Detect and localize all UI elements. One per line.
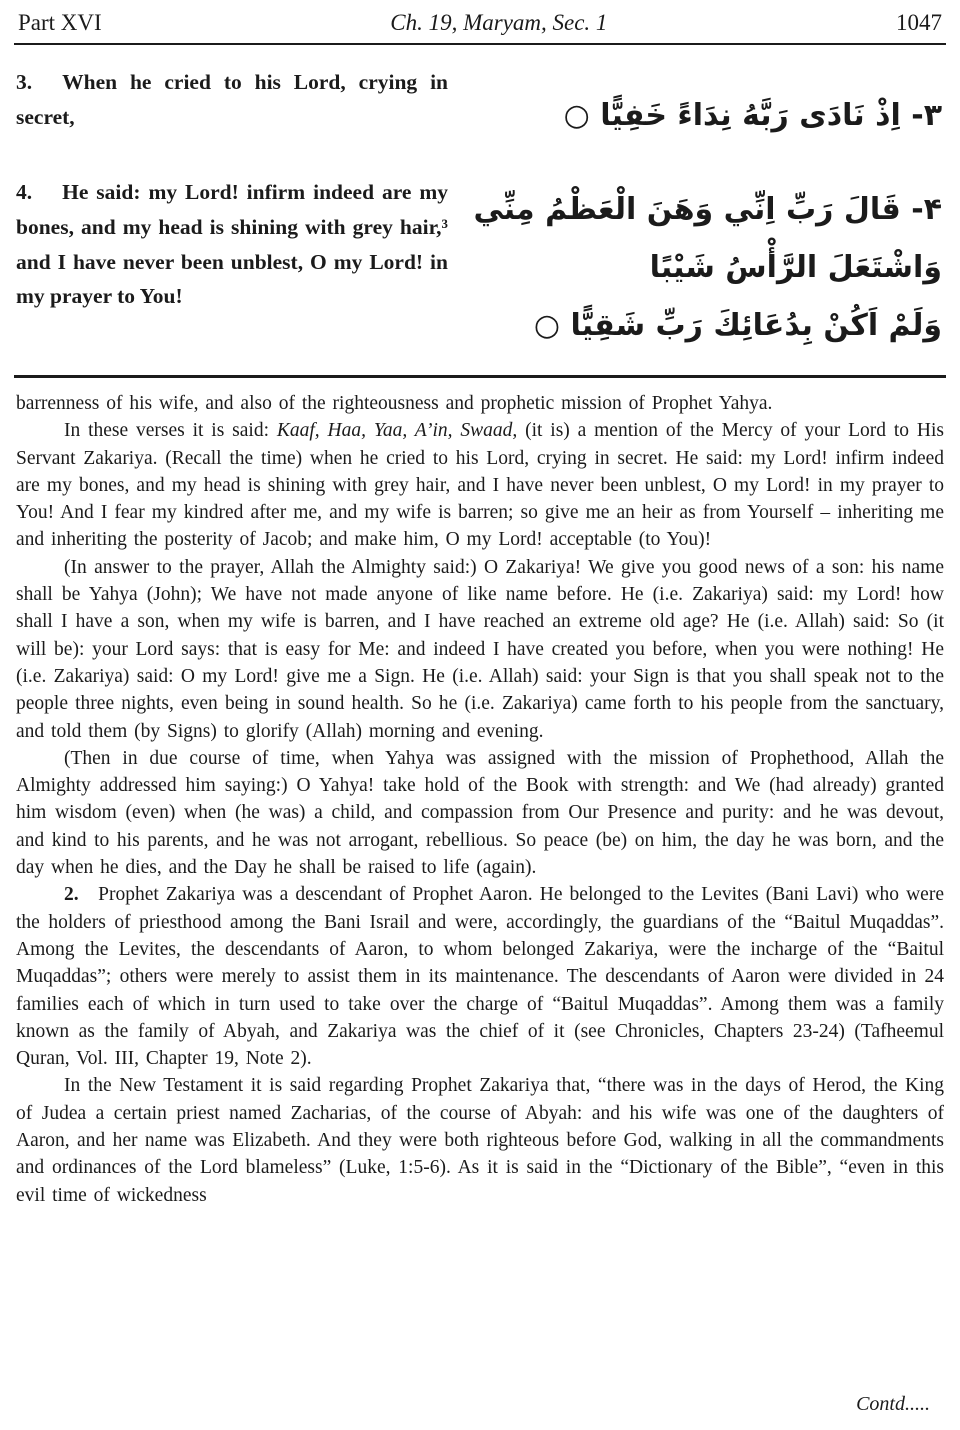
part-label: Part XVI [18,10,102,35]
verse-4-text: He said: my Lord! infirm indeed are my bones, and my head is shining with grey hair,³ and I have never been unblest, O my Lord! in my prayer to You! [16,180,448,309]
text-run: Prophet Zakariya was a descendant of Prophet Aaron. He belonged to the Levites (Bani Lavi) who were the holders of priesthood among the Bani Israil and were, accordingly, the guardians of the “Baitul Muqaddas”. Among the Levites, the descendants of Aaron, to whom belonged Zakariya, were the incharge of the “Baitul Muqaddas”; others were merely to assist them in its maintenance. The descendants of Aaron were divided in 24 families each of which in turn used to take over the charge of “Baitul Muqaddas”. Among them was a family known as the family of Abyah, and Zakariya was the chief of it (see Chronicles, Chapters 23-24) (Tafheemul Quran, Vol. III, Chapter 19, Note 2). [16,884,944,1070]
text-run: In the New Testament it is said regarding Prophet Zakariya that, “there was in the days of Herod, the King of Judea a certain priest named Zacharias, of the course of Abyah: and his wife was one of the daughters of Aaron, and her name was Elizabeth. And they were both righteous before God, walking in all the commandments and ordinances of the Lord blameless” (Luke, 1:5-6). As it is said in the “Dictionary of the Bible”, “even in this evil time of wickedness [16,1075,944,1206]
verse-3-text: When he cried to his Lord, crying in secret, [16,70,448,129]
page-number: 1047 [896,10,942,35]
commentary-paragraph [16,554,944,745]
text-run: (Then in due course of time, when Yahya was assigned with the mission of Prophethood, Allah the Almighty addressed him saying:) O Yahya! take hold of the Book with strength: and We (had already) granted him wisdom (even) when (he was) a child, and compassion from Our Presence and purity: and he was devout, and kind to his parents, and he was not arrogant, rebellious. So peace (be) on him, the day he was born, and the day when he dies, and the Day he shall be raised to life (again). [16,747,944,879]
text-run: barrenness of his wife, and also of the righteousness and prophetic mission of Prophet Yahya. [16,393,773,414]
text-run: (it is) a mention of the Mercy of your Lord to His Servant Zakariya. (Recall the time) when he cried to his Lord, crying in secret. He said: my Lord! infirm indeed are my bones, and my head is shining with grey hair, and I have never been unblest, O my Lord! in my prayer to You! And I fear my kindred after me, and my wife is barren; so give me an heir as from Yourself – inheriting me and inheriting the posterity of Jacob; and make him, O my Lord! acceptable (to You)! [16,420,945,551]
arabic-line: ۴- قَالَ رَبِّ اِنِّي وَهَنَ الْعَظْمُ مِنِّي [473,192,942,227]
verse-row-4 [16,175,942,355]
section-separator-rule [14,375,946,378]
verse-row-3 [16,65,942,145]
text-run: Kaaf, Haa, Yaa, A’in, Swaad, [276,420,518,442]
verse-4-translation [16,175,448,355]
text-run: 2. [64,884,99,906]
text-run: In these verses it is said: [64,420,277,442]
verse-4-number: 4. [16,180,33,204]
page-header [14,6,946,43]
text-run: (In answer to the prayer, Allah the Almighty said:) O Zakariya! We give you good news of a son: his name shall be Yahya (John); We have not made anyone of like name before. He (i.e. Zakariya) said: my Lord! how shall I have a son, when my wife is barren, and I have reached an extreme old age? He (i.e. Allah) said: So (it will be): your Lord says: that is easy for Me: and indeed I have created you before, when you were nothing! He (i.e. Zakariya) said: O my Lord! give me a Sign. He (i.e. Allah) said: your Sign is that you shall speak not to the people three nights, even being in sound health. So he (i.e. Zakariya) came forth to his people from the sanctuary, and told them (by Signs) to glorify (Allah) morning and evening. [16,556,944,742]
commentary-paragraph [16,390,944,417]
verse-section [14,45,946,361]
commentary [14,388,946,1209]
arabic-line: ۳- اِذْ نَادَى رَبَّهُ نِدَاءً خَفِيًّا ○ [563,98,942,133]
verse-3-arabic [564,87,942,145]
arabic-line: وَاشْتَعَلَ الرَّأْسُ شَيْبًا [649,250,942,285]
arabic-line: وَلَمْ اَكُنْ بِدُعَائِكَ رَبِّ شَقِيًّا ○ [533,308,942,343]
chapter-title: Ch. 19, Maryam, Sec. 1 [390,10,608,35]
commentary-paragraph [16,417,944,553]
verse-4-arabic [473,181,942,355]
commentary-paragraph [16,745,944,881]
verse-3-number: 3. [16,70,33,94]
commentary-paragraph [16,1072,944,1208]
verse-3-translation [16,65,448,145]
continued-marker: Contd..... [856,1393,930,1415]
commentary-paragraph [16,881,944,1072]
